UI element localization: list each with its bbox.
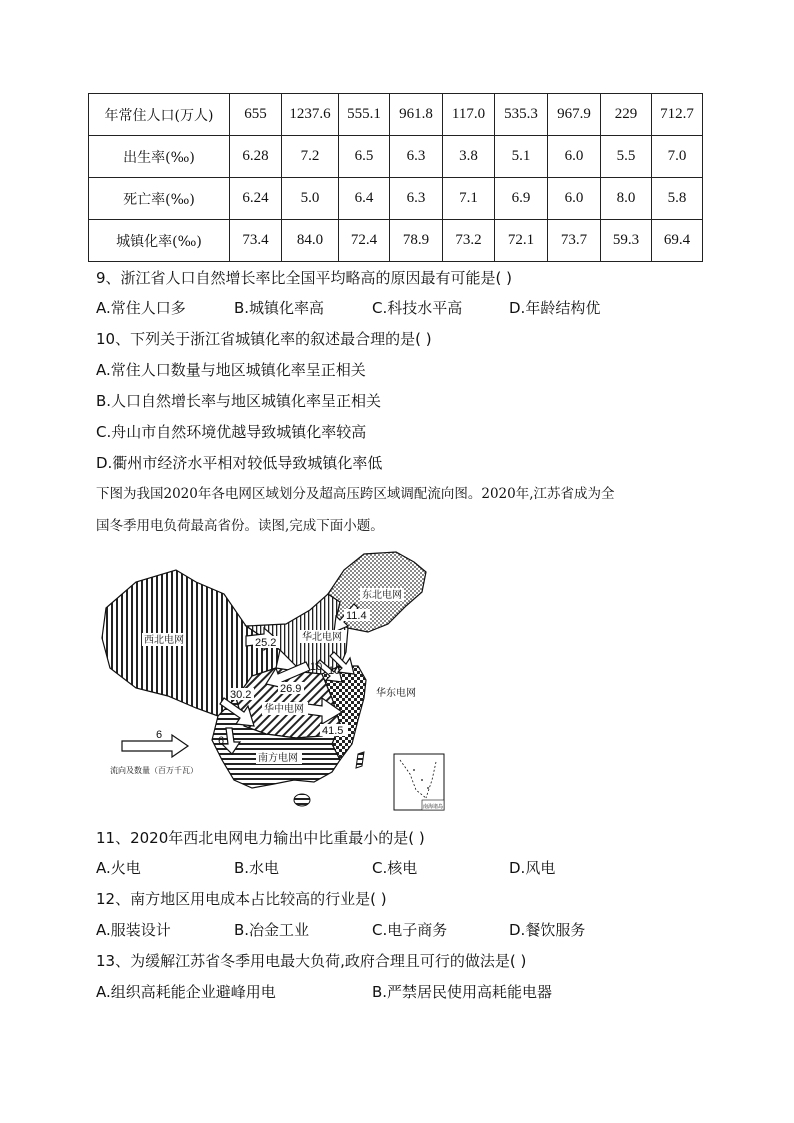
- taiwan-island: [356, 752, 364, 768]
- q11-option-b[interactable]: B.水电: [234, 859, 280, 877]
- map-intro-line-2: 国冬季用电负荷最高省份。读图,完成下面小题。: [96, 518, 384, 534]
- table-cell: 5.5: [601, 136, 652, 178]
- q9-option-c[interactable]: C.科技水平高: [372, 299, 463, 317]
- table-cell: 7.2: [282, 136, 339, 178]
- flow-value-central-east: 41.5: [322, 725, 344, 737]
- table-row: [89, 178, 703, 220]
- table-cell: 229: [601, 94, 652, 136]
- q13-option-b[interactable]: B.严禁居民使用高耗能电器: [372, 983, 553, 1001]
- table-cell: 5.0: [282, 178, 339, 220]
- row-header: 年常住人口(万人): [89, 94, 230, 136]
- label-northwest-grid: 西北电网: [144, 635, 184, 646]
- flow-value-nw-north: 25.2: [255, 637, 277, 649]
- q9-option-d[interactable]: D.年龄结构优: [509, 299, 601, 317]
- table-cell: 117.0: [443, 94, 495, 136]
- table-cell: 6.0: [548, 178, 601, 220]
- table-cell: 7.1: [443, 178, 495, 220]
- table-cell: 73.2: [443, 220, 495, 262]
- q11-option-a[interactable]: A.火电: [96, 859, 141, 877]
- table-cell: 73.7: [548, 220, 601, 262]
- table-cell: 73.4: [230, 220, 282, 262]
- table-cell: 555.1: [339, 94, 390, 136]
- legend-value: 6: [156, 729, 163, 741]
- power-grid-map: [96, 548, 456, 814]
- table-cell: 78.9: [390, 220, 443, 262]
- flow-value-nw-central: 30.2: [230, 689, 252, 701]
- inset-label: 南海诸岛: [423, 804, 444, 810]
- flow-value-north-central: 26.9: [280, 683, 302, 695]
- population-table: [88, 93, 703, 262]
- map-intro-line-1: 下图为我国2020年各电网区域划分及超高压跨区域调配流向图。2020年,江苏省成为全: [96, 486, 615, 502]
- table-cell: 961.8: [390, 94, 443, 136]
- label-east-grid: 华东电网: [376, 688, 416, 699]
- table-cell: 84.0: [282, 220, 339, 262]
- table-cell: 69.4: [652, 220, 703, 262]
- table-cell: 7.0: [652, 136, 703, 178]
- table-cell: 5.1: [495, 136, 548, 178]
- label-north-grid: 华北电网: [302, 632, 342, 643]
- legend-arrow: [122, 735, 188, 757]
- label-northeast-grid: 东北电网: [362, 590, 402, 601]
- table-cell: 1237.6: [282, 94, 339, 136]
- table-cell: 967.9: [548, 94, 601, 136]
- table-row: [89, 94, 703, 136]
- q10-option-d[interactable]: D.衢州市经济水平相对较低导致城镇化率低: [96, 454, 383, 472]
- flow-value-north-east-a: 10: [310, 661, 323, 673]
- table-cell: 3.8: [443, 136, 495, 178]
- flow-value-north-east-b: 10: [328, 665, 341, 677]
- table-cell: 6.9: [495, 178, 548, 220]
- label-south-grid: 南方电网: [258, 753, 298, 764]
- q12-option-b[interactable]: B.冶金工业: [234, 921, 310, 939]
- table-cell: 6.28: [230, 136, 282, 178]
- table-row: [89, 220, 703, 262]
- table-cell: 8.0: [601, 178, 652, 220]
- table-cell: 6.4: [339, 178, 390, 220]
- q9-option-a[interactable]: A.常住人口多: [96, 299, 186, 317]
- south-china-sea-inset: [394, 754, 444, 810]
- question-10-stem: 10、下列关于浙江省城镇化率的叙述最合理的是( ): [96, 330, 432, 348]
- table-cell: 59.3: [601, 220, 652, 262]
- row-header: 出生率(‰): [89, 136, 230, 178]
- question-13-stem: 13、为缓解江苏省冬季用电最大负荷,政府合理且可行的做法是( ): [96, 952, 527, 970]
- q12-option-c[interactable]: C.电子商务: [372, 921, 448, 939]
- table-cell: 712.7: [652, 94, 703, 136]
- table-cell: 5.8: [652, 178, 703, 220]
- table-cell: 655: [230, 94, 282, 136]
- flow-value-ne-north: 11.4: [346, 610, 367, 622]
- q10-option-a[interactable]: A.常住人口数量与地区城镇化率呈正相关: [96, 361, 366, 379]
- question-9-stem: 9、浙江省人口自然增长率比全国平均略高的原因最有可能是( ): [96, 269, 513, 287]
- q10-option-b[interactable]: B.人口自然增长率与地区城镇化率呈正相关: [96, 392, 382, 410]
- q10-option-c[interactable]: C.舟山市自然环境优越导致城镇化率较高: [96, 423, 367, 441]
- map-legend: [110, 729, 198, 775]
- q12-option-d[interactable]: D.餐饮服务: [509, 921, 586, 939]
- question-11-stem: 11、2020年西北电网电力输出中比重最小的是( ): [96, 829, 425, 847]
- q12-option-a[interactable]: A.服装设计: [96, 921, 171, 939]
- q11-option-c[interactable]: C.核电: [372, 859, 418, 877]
- q11-option-d[interactable]: D.风电: [509, 859, 556, 877]
- table-cell: 72.1: [495, 220, 548, 262]
- table-cell: 6.5: [339, 136, 390, 178]
- hainan-island: [294, 794, 310, 806]
- table-cell: 535.3: [495, 94, 548, 136]
- flow-value-to-south: 6: [218, 735, 225, 747]
- table-row: [89, 136, 703, 178]
- q9-option-b[interactable]: B.城镇化率高: [234, 299, 325, 317]
- row-header: 城镇化率(‰): [89, 220, 230, 262]
- table-cell: 6.24: [230, 178, 282, 220]
- q13-option-a[interactable]: A.组织高耗能企业避峰用电: [96, 983, 276, 1001]
- row-header: 死亡率(‰): [89, 178, 230, 220]
- label-central-grid: 华中电网: [264, 704, 304, 715]
- legend-label: 流向及数量（百万千瓦）: [110, 766, 198, 775]
- question-12-stem: 12、南方地区用电成本占比较高的行业是( ): [96, 890, 387, 908]
- table-cell: 6.3: [390, 178, 443, 220]
- table-cell: 6.3: [390, 136, 443, 178]
- table-cell: 6.0: [548, 136, 601, 178]
- table-cell: 72.4: [339, 220, 390, 262]
